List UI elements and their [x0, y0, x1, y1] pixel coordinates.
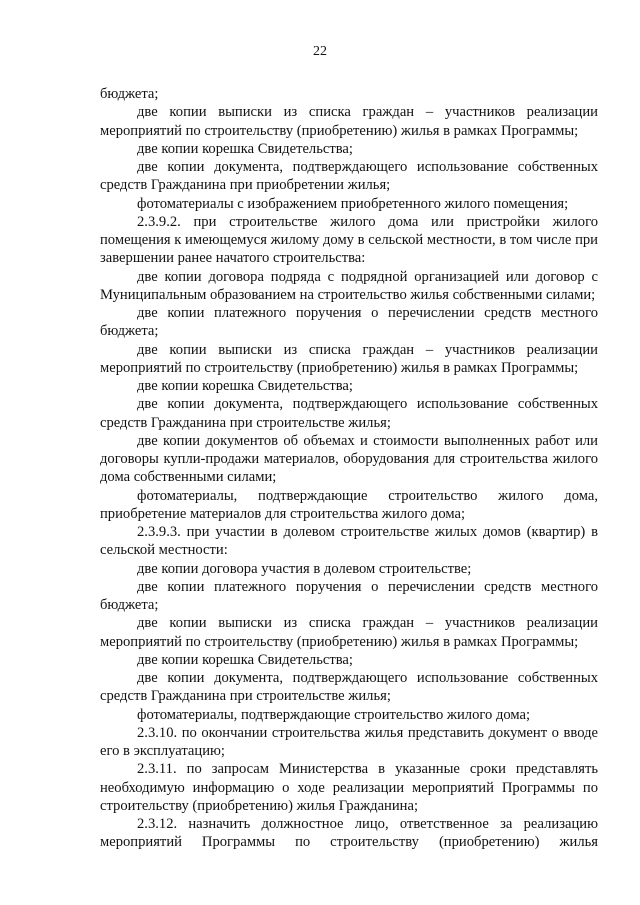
paragraph: две копии корешка Свидетельства; [137, 140, 353, 157]
paragraph: 2.3.9.3. при участии в долевом строительстве жилых домов (квартир) в сельской местности: [100, 524, 598, 559]
paragraph: 2.3.10. по окончании строительства жилья представить документ о вводе его в эксплуатацию; [100, 724, 598, 759]
page-number: 22 [313, 44, 327, 59]
paragraph: две копии выписки из списка граждан – участников реализации мероприятий по строительству (приобретению) жилья в рамках Программы; [100, 615, 598, 650]
paragraph: две копии документа, подтверждающего использование собственных средств Гражданина при строительстве жилья; [100, 670, 598, 705]
paragraph: 2.3.9.2. при строительстве жилого дома или пристройки жилого помещения к имеющемуся жилому дому в сельской местности, в том числе при завершении ранее начатого строительства: [100, 213, 598, 267]
paragraph: фотоматериалы, подтверждающие строительство жилого дома, приобретение материалов для строительства жилого дома; [100, 487, 598, 522]
paragraph: две копии платежного поручения о перечислении средств местного бюджета; [100, 305, 598, 340]
paragraph: две копии платежного поручения о перечислении средств местного бюджета; [100, 578, 598, 613]
paragraph: две копии документа, подтверждающего использование собственных средств Гражданина при строительстве жилья; [100, 396, 598, 431]
paragraph: 2.3.12. назначить должностное лицо, ответственное за реализацию мероприятий Программы по строительству (приобретению) жилья [100, 816, 598, 851]
paragraph: две копии корешка Свидетельства; [137, 378, 353, 394]
paragraph: две копии договора подряда с подрядной организацией или договор с Муниципальным образованием на строительство жилья собственными силами; [100, 268, 598, 303]
paragraph: две копии документов об объемах и стоимости выполненных работ или договоры купли-продажи материалов, оборудования для строительства жилого дома собственными силами; [100, 432, 598, 486]
paragraph: две копии выписки из списка граждан – участников реализации мероприятий по строительству (приобретению) жилья в рамках Программы; [100, 341, 598, 376]
paragraph: две копии документа, подтверждающего использование собственных средств Гражданина при приобретении жилья; [100, 159, 598, 194]
paragraph: бюджета; [100, 86, 159, 102]
document-body [100, 85, 598, 852]
paragraph: фотоматериалы с изображением приобретенного жилого помещения; [137, 195, 569, 212]
paragraph: две копии корешка Свидетельства; [137, 651, 353, 668]
paragraph: две копии договора участия в долевом строительстве; [137, 560, 472, 577]
paragraph: фотоматериалы, подтверждающие строительство жилого дома; [137, 706, 531, 723]
paragraph: 2.3.11. по запросам Министерства в указанные сроки представлять необходимую информацию о ходе реализации мероприятий Программы по строительству (приобретению) жилья Гражданина; [100, 761, 598, 814]
paragraph: две копии выписки из списка граждан – участников реализации мероприятий по строительству (приобретению) жилья в рамках Программы; [100, 104, 598, 139]
